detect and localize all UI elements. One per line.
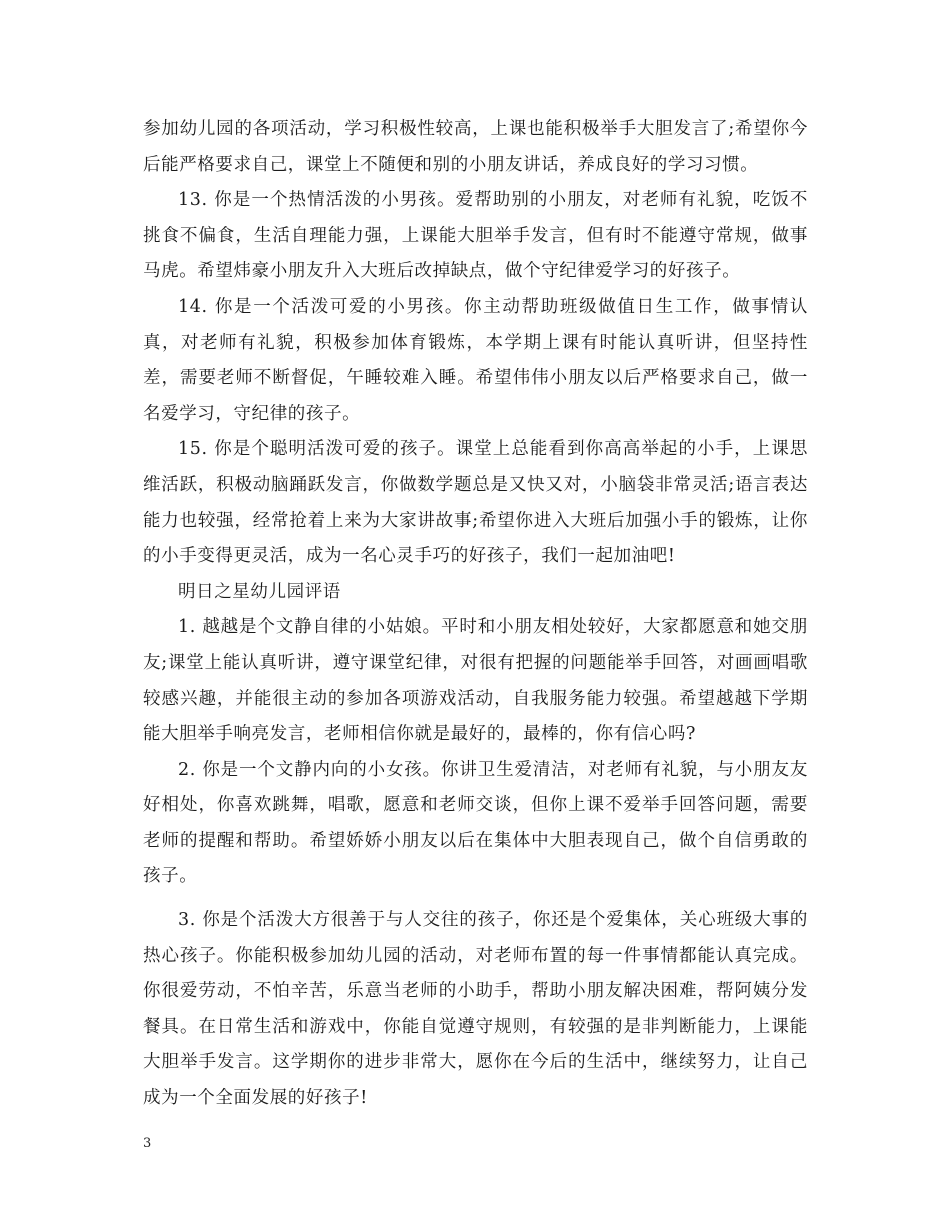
page-number: 3 — [143, 1136, 152, 1151]
paragraph-comment-13: 13. 你是一个热情活泼的小男孩。爱帮助别的小朋友，对老师有礼貌，吃饭不挑食不偏食，生活自理能力强，上课能大胆举手发言，但有时不能遵守常规，做事马虎。希望炜豪小朋友升入大班后改掉缺点，做个守纪律爱学习的好孩子。 — [143, 190, 808, 282]
paragraph-continuation: 参加幼儿园的各项活动，学习积极性较高，上课也能积极举手大胆发言了;希望你今后能严格要求自己，课堂上不随便和别的小朋友讲话，养成良好的学习习惯。 — [143, 119, 808, 175]
section-heading: 明日之星幼儿园评语 — [178, 581, 341, 602]
paragraph-comment-2: 2. 你是一个文静内向的小女孩。你讲卫生爱清洁，对老师有礼貌，与小朋友友好相处，你喜欢跳舞，唱歌，愿意和老师交谈，但你上课不爱举手回答问题，需要老师的提醒和帮助。希望娇娇小朋友以后在集体中大胆表现自己，做个自信勇敢的孩子。 — [143, 759, 808, 887]
paragraph-comment-14: 14. 你是一个活泼可爱的小男孩。你主动帮助班级做值日生工作，做事情认真，对老师有礼貌，积极参加体育锻炼，本学期上课有时能认真听讲，但坚持性差，需要老师不断督促，午睡较难入睡。希望伟伟小朋友以后严格要求自己，做一名爱学习，守纪律的孩子。 — [143, 296, 808, 424]
paragraph-comment-15: 15. 你是个聪明活泼可爱的孩子。课堂上总能看到你高高举起的小手，上课思维活跃，积极动脑踊跃发言，你做数学题总是又快又对，小脑袋非常灵活;语言表达能力也较强，经常抢着上来为大家讲故事;希望你进入大班后加强小手的锻炼，让你的小手变得更灵活，成为一名心灵手巧的好孩子，我们一起加油吧! — [143, 439, 808, 567]
paragraph-comment-3: 3. 你是个活泼大方很善于与人交往的孩子，你还是个爱集体，关心班级大事的热心孩子。你能积极参加幼儿园的活动，对老师布置的每一件事情都能认真完成。你很爱劳动，不怕辛苦，乐意当老师的小助手，帮助小朋友解决困难，帮阿姨分发餐具。在日常生活和游戏中，你能自觉遵守规则，有较强的是非判断能力，上课能大胆举手发言。这学期你的进步非常大，愿你在今后的生活中，继续努力，让自己成为一个全面发展的好孩子! — [143, 910, 808, 1109]
paragraph-comment-1: 1. 越越是个文静自律的小姑娘。平时和小朋友相处较好，大家都愿意和她交朋友;课堂上能认真听讲，遵守课堂纪律，对很有把握的问题能举手回答，对画画唱歌较感兴趣，并能很主动的参加各项游戏活动，自我服务能力较强。希望越越下学期能大胆举手响亮发言，老师相信你就是最好的，最棒的，你有信心吗? — [143, 617, 808, 745]
document-body — [143, 112, 808, 1117]
